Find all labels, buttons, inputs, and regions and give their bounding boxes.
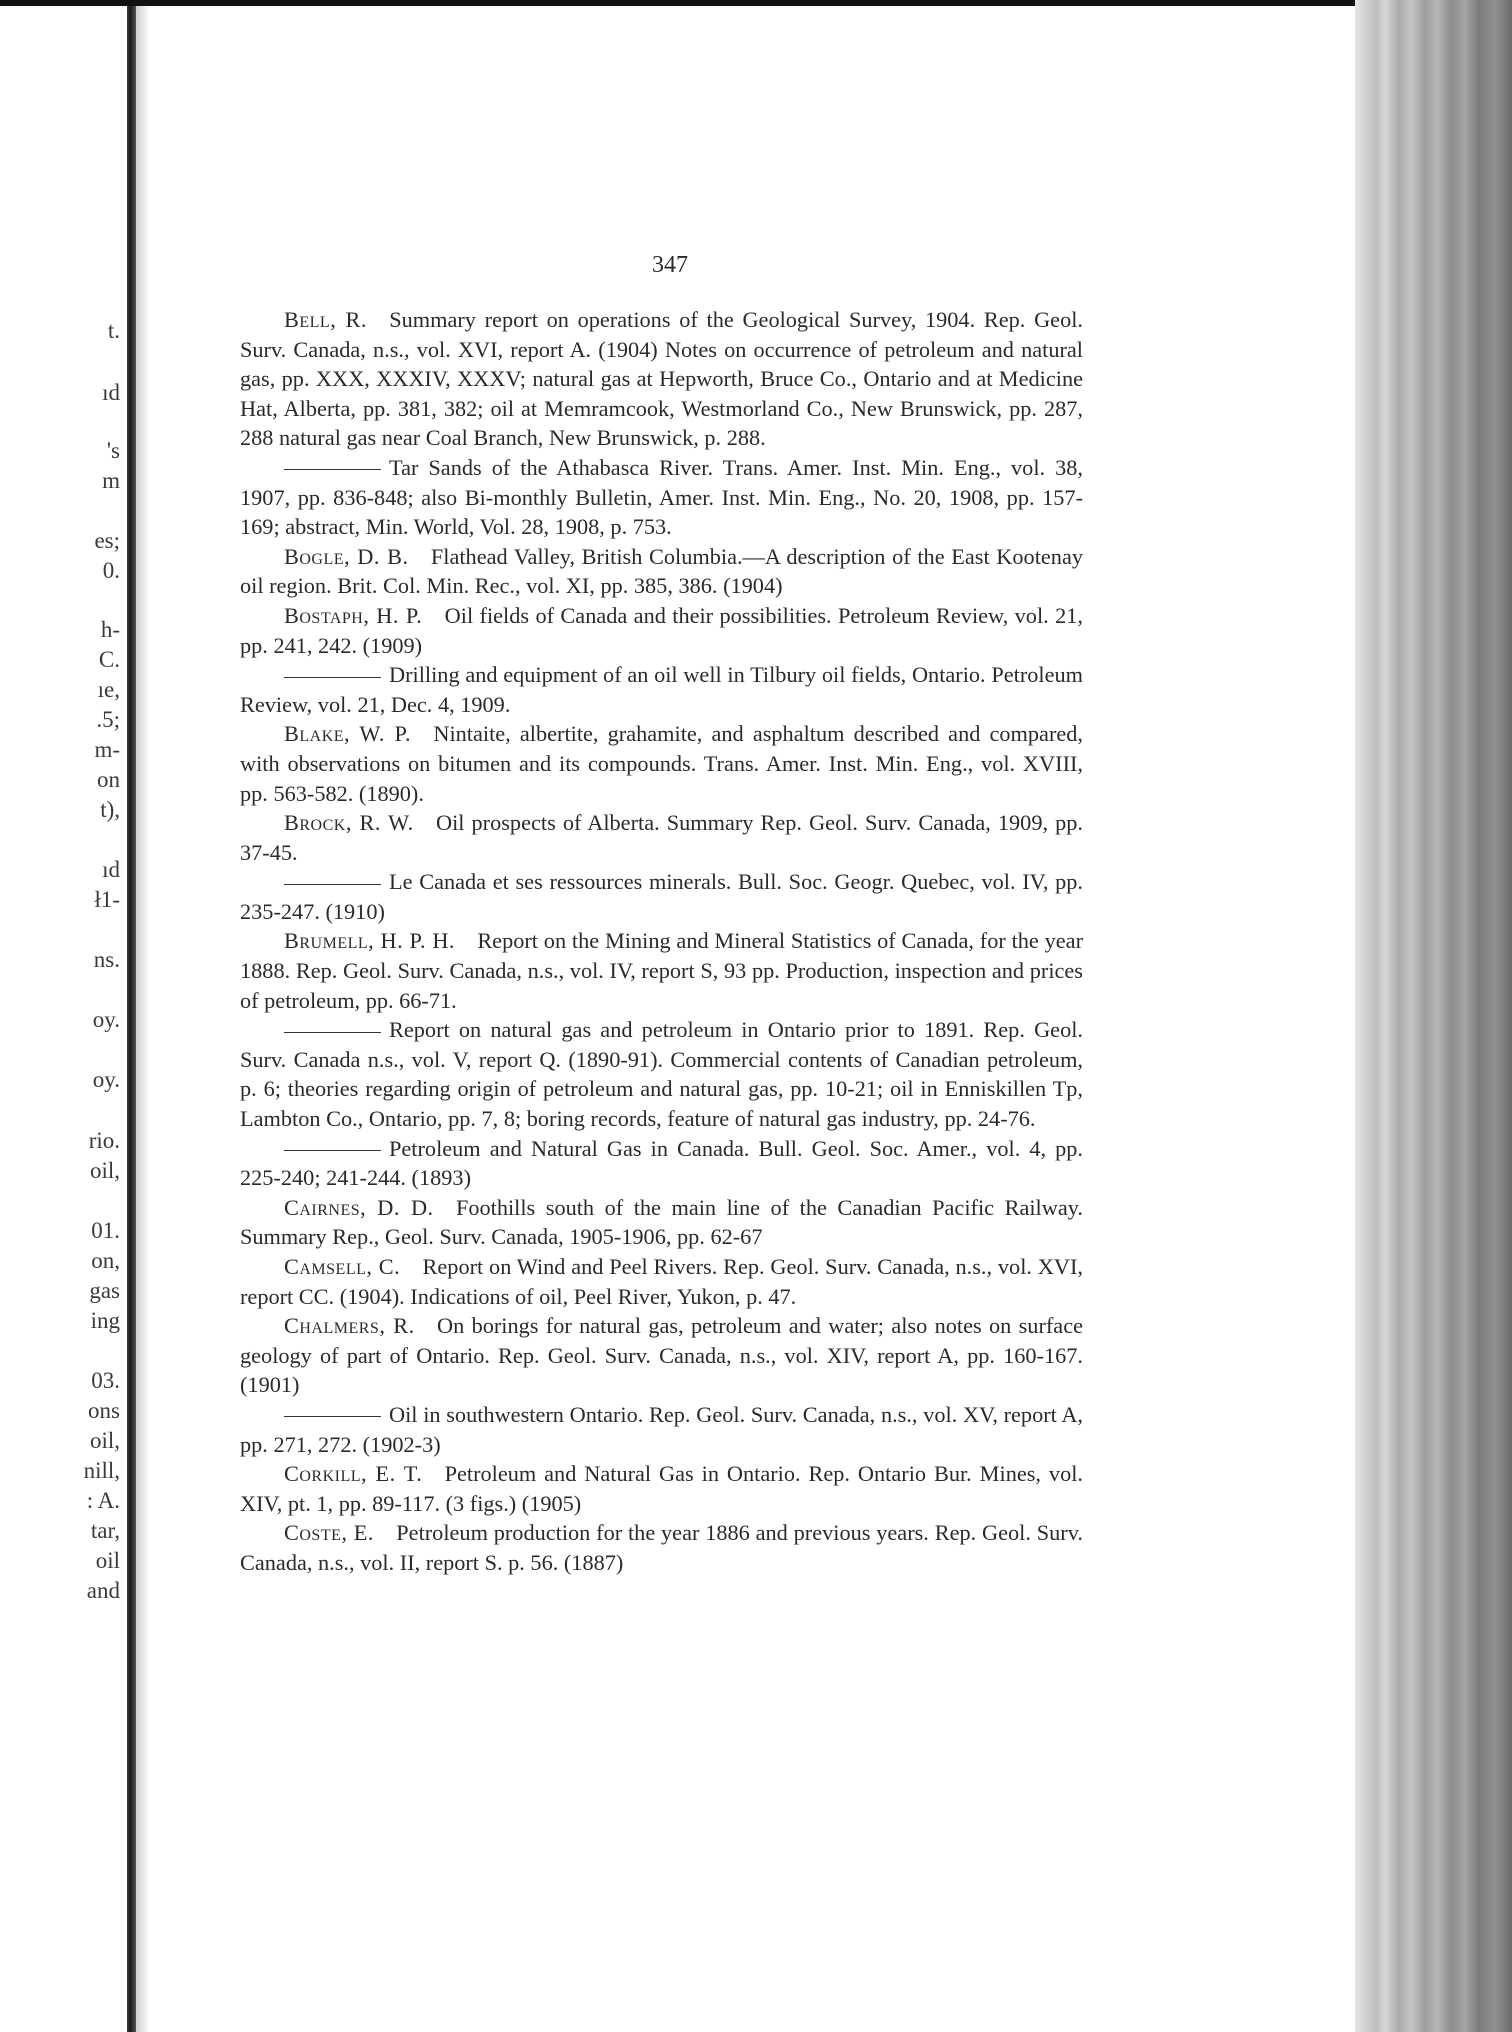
stacked-page-edges (1355, 0, 1512, 2032)
entry-text: Drilling and equipment of an oil well in Tilbury oil fields, Ontario. Petroleum Review, vol. 21, Dec. 4, 1909. (240, 662, 1083, 717)
ditto-dash (284, 469, 381, 470)
bibliography-entry (240, 1134, 1083, 1193)
entry-text: Report on the Mining and Mineral Statistics of Canada, for the year 1888. Rep. Geol. Surv. Canada, n.s., vol. IV, report S, 93 pp. Production, inspection and prices of petroleum, pp. 66-71. (240, 928, 1083, 1013)
entry-text: Nintaite, albertite, grahamite, and asphaltum described and compared, with observations on bitumen and its compounds. Trans. Amer. Inst. Min. Eng., vol. XVIII, pp. 563-582. (1890). (240, 721, 1083, 806)
left-page-fragment: ons (88, 1398, 120, 1423)
entry-text: On borings for natural gas, petroleum and water; also notes on surface geology of part of Ontario. Rep. Geol. Surv. Canada, n.s., vol. XIV, report A, pp. 160-167. (1901) (240, 1313, 1083, 1398)
left-page-fragment: ł1- (94, 887, 120, 912)
book-gutter (127, 0, 136, 2032)
entry-author: Brumell, H. P. H. (284, 928, 456, 954)
entry-text: Le Canada et ses ressources minerals. Bull. Soc. Geogr. Quebec, vol. IV, pp. 235-247. (1910) (240, 869, 1083, 924)
entry-text: Petroleum and Natural Gas in Canada. Bull. Geol. Soc. Amer., vol. 4, pp. 225-240; 241-244. (1893) (240, 1135, 1083, 1191)
left-page-fragment: nill, (83, 1458, 120, 1483)
left-page-fragment: t. (107, 318, 120, 343)
bibliography-entry (240, 808, 1083, 867)
entry-text: Flathead Valley, British Columbia.—A description of the East Kootenay oil region. Brit. Col. Min. Rec., vol. XI, pp. 385, 386. (1904) (240, 543, 1083, 599)
left-page-fragment: oil (95, 1548, 120, 1573)
entry-author: Blake, W. P. (284, 721, 412, 747)
left-page-fragment: h- (100, 617, 120, 642)
gutter-shadow (136, 0, 150, 2032)
entry-author: Corkill, E. T. (284, 1461, 423, 1487)
left-page-fragment: tar, (90, 1518, 120, 1543)
ditto-dash (284, 1150, 381, 1151)
entry-text: Petroleum and Natural Gas in Ontario. Rep. Ontario Bur. Mines, vol. XIV, pt. 1, pp. 89-117. (3 figs.) (1905) (240, 1461, 1083, 1516)
bibliography-entry (240, 453, 1083, 542)
entry-text: Report on Wind and Peel Rivers. Rep. Geol. Surv. Canada, n.s., vol. XVI, report CC. (1904). Indications of oil, Peel River, Yukon, p. 47. (240, 1254, 1084, 1309)
bibliography-entry (240, 601, 1083, 660)
entry-author: Camsell, C. (284, 1254, 401, 1279)
bibliography-list (240, 305, 1083, 1578)
left-page-fragment: 0. (102, 558, 120, 583)
bibliography-entry (240, 1193, 1083, 1252)
bibliography-entry (240, 1400, 1083, 1459)
entry-text: Petroleum production for the year 1886 and previous years. Rep. Geol. Surv. Canada, n.s., vol. II, report S. p. 56. (1887) (240, 1520, 1083, 1575)
left-page-fragment: m (102, 468, 120, 493)
entry-author: Chalmers, R. (284, 1313, 415, 1339)
left-page-fragment: C. (98, 647, 120, 672)
bibliography-entry (240, 1252, 1083, 1311)
left-page-fragment: ing (90, 1308, 120, 1333)
bibliography-entry (240, 867, 1083, 926)
page-number: 347 (652, 252, 688, 278)
entry-text: Report on natural gas and petroleum in Ontario prior to 1891. Rep. Geol. Surv. Canada n.s., vol. V, report Q. (1890-91). Commercial contents of Canadian petroleum, p. 6; theories regarding origin of petroleum and natural gas, pp. 10-21; oil in Enniskillen Tp, Lambton Co., Ontario, pp. 7, 8; boring records, feature of natural gas industry, pp. 24-76. (240, 1017, 1083, 1132)
bibliography-entry (240, 719, 1083, 808)
left-page-fragment: .5; (96, 707, 120, 732)
entry-text: Oil fields of Canada and their possibilities. Petroleum Review, vol. 21, pp. 241, 242. (1909) (240, 602, 1083, 658)
ditto-dash (284, 884, 381, 885)
left-page-fragment: 's (106, 438, 120, 463)
ditto-dash (284, 677, 381, 678)
ditto-dash (284, 1416, 381, 1417)
left-page-fragment: t), (100, 797, 120, 822)
left-page-fragment: oy. (92, 1067, 120, 1092)
bibliography-entry (240, 926, 1083, 1015)
left-page-fragment: rio. (88, 1128, 120, 1153)
left-page-fragment: ns. (93, 947, 120, 972)
left-page-fragment: gas (89, 1278, 120, 1303)
entry-author: Bell, R. (284, 307, 367, 332)
ditto-dash (284, 1032, 381, 1033)
left-page-edge (0, 0, 128, 2032)
left-page-fragment: oil, (89, 1428, 120, 1453)
entry-text: Summary report on operations of the Geological Survey, 1904. Rep. Geol. Surv. Canada, n.s., vol. XVI, report A. (1904) Notes on occurrence of petroleum and natural gas, pp. XXX, XXXIV, XXXV; natural gas at Hepworth, Bruce Co., Ontario and at Medicine Hat, Alberta, pp. 381, 382; oil at Memramcook, Westmorland Co., New Brunswick, pp. 287, 288 natural gas near Coal Branch, New Brunswick, p. 288. (240, 307, 1083, 451)
left-page-fragment: ıd (102, 380, 120, 405)
left-page-fragment: : A. (86, 1488, 120, 1513)
entry-author: Bogle, D. B. (284, 543, 409, 569)
entry-author: Cairnes, D. D. (284, 1194, 434, 1220)
left-page-fragment: oy. (92, 1007, 120, 1032)
left-page-fragment: on (97, 767, 120, 792)
left-page-fragment: ıe, (97, 677, 120, 702)
left-page-fragment: on, (91, 1248, 120, 1273)
bibliography-entry (240, 542, 1083, 601)
left-page-fragment: ıd (102, 857, 120, 882)
entry-author: Coste, E. (284, 1520, 374, 1546)
entry-author: Bostaph, H. P. (284, 602, 423, 628)
left-page-fragment: 01. (91, 1218, 120, 1243)
left-page-fragment: 03. (91, 1368, 120, 1393)
entry-text: Oil in southwestern Ontario. Rep. Geol. Surv. Canada, n.s., vol. XV, report A, pp. 271, 272. (1902-3) (240, 1401, 1083, 1457)
bibliography-entry (240, 1311, 1083, 1400)
left-page-fragment: and (86, 1578, 120, 1603)
left-page-fragment: oil, (89, 1158, 120, 1183)
bibliography-entry (240, 305, 1083, 453)
bibliography-entry (240, 1015, 1083, 1133)
entry-text: Foothills south of the main line of the Canadian Pacific Railway. Summary Rep., Geol. Surv. Canada, 1905-1906, pp. 62-67 (240, 1194, 1083, 1250)
entry-text: Tar Sands of the Athabasca River. Trans. Amer. Inst. Min. Eng., vol. 38, 1907, pp. 836-848; also Bi-monthly Bulletin, Amer. Inst. Min. Eng., No. 20, 1908, pp. 157-169; abstract, Min. World, Vol. 28, 1908, p. 753. (240, 454, 1083, 540)
bibliography-entry (240, 1518, 1083, 1577)
bibliography-entry (240, 660, 1083, 719)
entry-author: Brock, R. W. (284, 810, 414, 836)
top-page-edge (0, 0, 1512, 6)
left-page-fragment: m- (94, 737, 120, 762)
entry-text: Oil prospects of Alberta. Summary Rep. Geol. Surv. Canada, 1909, pp. 37-45. (240, 810, 1083, 865)
left-page-fragment: es; (94, 528, 120, 553)
bibliography-entry (240, 1459, 1083, 1518)
